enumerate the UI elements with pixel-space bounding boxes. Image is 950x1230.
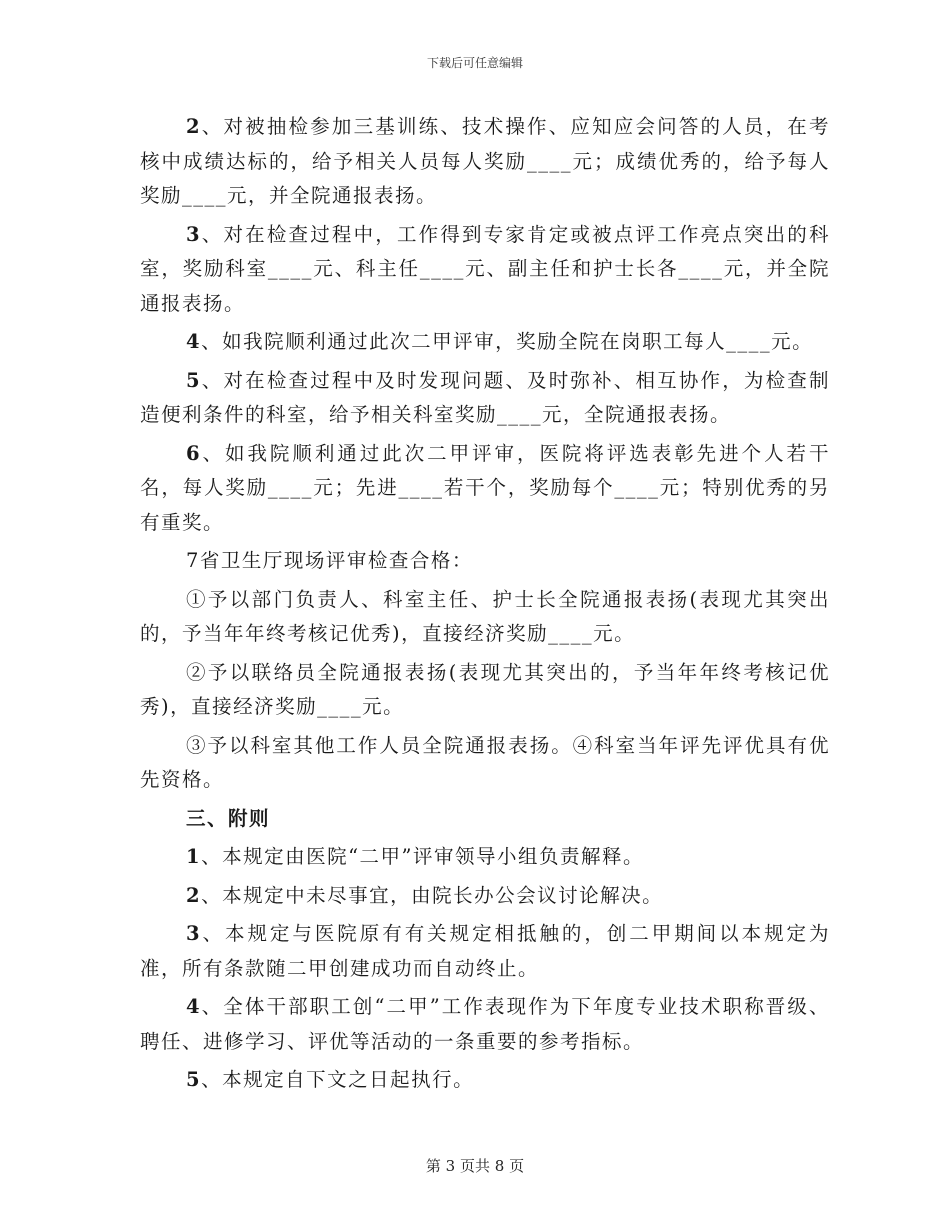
appendix-item-1: 1、本规定由医院“二甲”评审领导小组负责解释。 [186,845,645,868]
document-body [140,110,830,1102]
paragraph-5: 5、对在检查过程中及时发现问题、及时弥补、相互协作，为检查制造便利条件的科室，给予相关科室奖励____元，全院通报表扬。 [140,368,830,426]
appendix-item-4: 4、全体干部职工创“二甲”工作表现作为下年度专业技术职称晋级、聘任、进修学习、评优等活动的一条重要的参考指标。 [140,995,830,1053]
appendix-item-5: 5、本规定自下文之日起执行。 [186,1068,475,1091]
section-7-item: ③予以科室其他工作人员全院通报表扬。④科室当年评先评优具有优先资格。 [140,733,830,791]
section-7-item: ①予以部门负责人、科室主任、护士长全院通报表扬(表现尤其突出的，予当年年终考核记优秀)，直接经济奖励____元。 [140,587,830,645]
page-header: 下载后可任意编辑 [426,56,523,70]
section-heading: 三、附则 [186,806,271,830]
appendix-item-3: 3、本规定与医院原有有关规定相抵触的，创二甲期间以本规定为准，所有条款随二甲创建成功而自动终止。 [140,922,830,980]
paragraph-2: 2、对被抽检参加三基训练、技术操作、应知应会问答的人员，在考核中成绩达标的，给予相关人员每人奖励____元；成绩优秀的，给予每人奖励____元，并全院通报表扬。 [140,115,830,207]
section-7-item: ②予以联络员全院通报表扬(表现尤其突出的，予当年年终考核记优秀)，直接经济奖励____元。 [140,660,830,718]
paragraph-6: 6、如我院顺利通过此次二甲评审，医院将评选表彰先进个人若干名，每人奖励____元；先进____若干个，奖励每个____元；特别优秀的另有重奖。 [140,441,830,534]
paragraph-4: 4、如我院顺利通过此次二甲评审，奖励全院在岗职工每人____元。 [186,330,814,353]
appendix-item-2: 2、本规定中未尽事宜，由院长办公会议讨论解决。 [186,883,664,907]
section-7-title: 7省卫生厅现场评审检查合格： [186,549,473,572]
paragraph-3: 3、对在检查过程中，工作得到专家肯定或被点评工作亮点突出的科室，奖励科室____元、科主任____元、副主任和护士长各____元，并全院通报表扬。 [140,222,830,315]
page-footer: 第 3 页共 8 页 [425,1157,525,1175]
